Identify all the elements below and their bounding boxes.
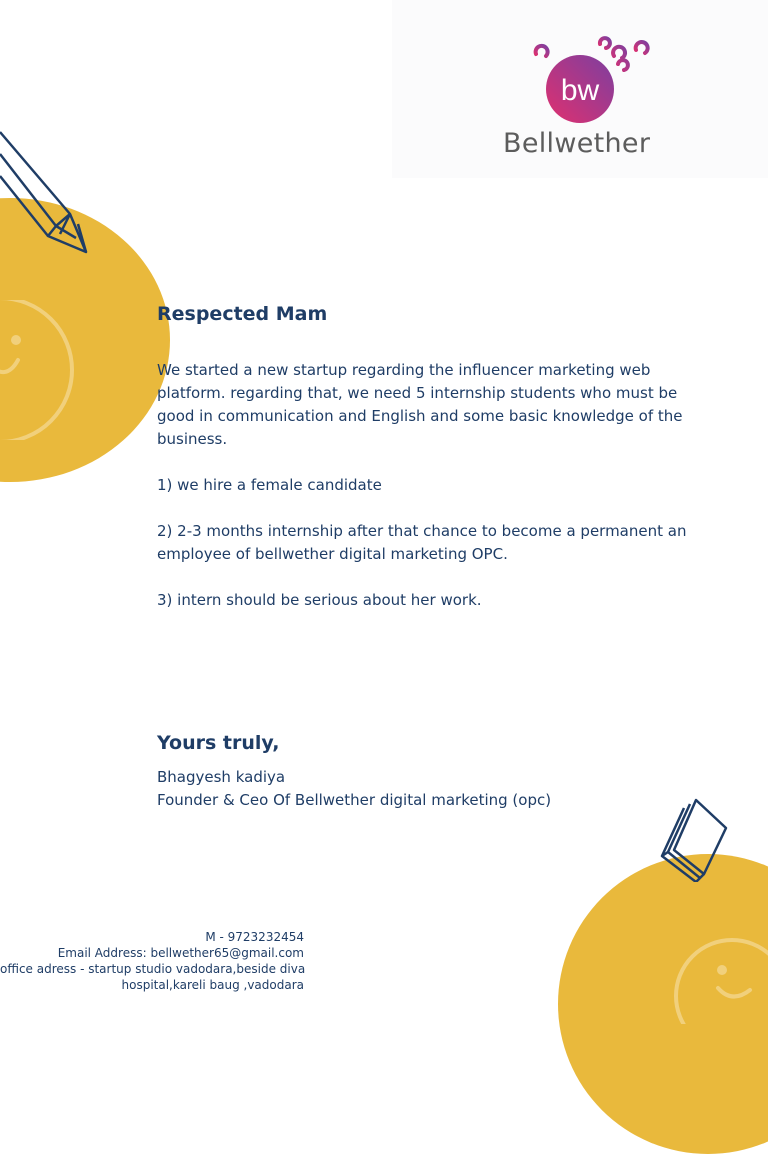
logo-initials: bw: [560, 74, 600, 107]
pencil-icon: [0, 128, 92, 258]
signature-title: Founder & Ceo Of Bellwether digital marketing (opc): [157, 791, 552, 809]
paragraph-intro: We started a new startup regarding the influencer marketing web platform. regarding that, we need 5 internship students who must be good in communication and English and some basic knowledge of the business.: [157, 361, 683, 448]
bellwether-logo-icon: [528, 32, 656, 124]
brand-wordmark: Bellwether: [503, 128, 651, 159]
smiley-icon: [672, 936, 768, 1024]
email-address: Email Address: bellwether65@gmail.com: [57, 946, 304, 960]
letter-greeting: Respected Mam: [157, 303, 328, 325]
book-icon: [656, 794, 734, 882]
letter-closing: Yours truly,: [157, 732, 280, 754]
smiley-icon: [0, 300, 76, 440]
point-1: 1) we hire a female candidate: [157, 476, 382, 494]
point-3: 3) intern should be serious about her work.: [157, 591, 482, 609]
point-2: 2) 2-3 months internship after that chance to become a permanent an employee of bellwether digital marketing OPC.: [157, 522, 687, 563]
signature-name: Bhagyesh kadiya: [157, 768, 286, 786]
mobile-number: M - 9723232454: [205, 930, 304, 944]
office-address-line-2: hospital,kareli baug ,vadodara: [121, 978, 304, 992]
letter-body: [157, 359, 717, 635]
office-address-line-1: office adress - startup studio vadodara,beside diva: [0, 962, 306, 976]
contact-footer: [0, 929, 304, 993]
